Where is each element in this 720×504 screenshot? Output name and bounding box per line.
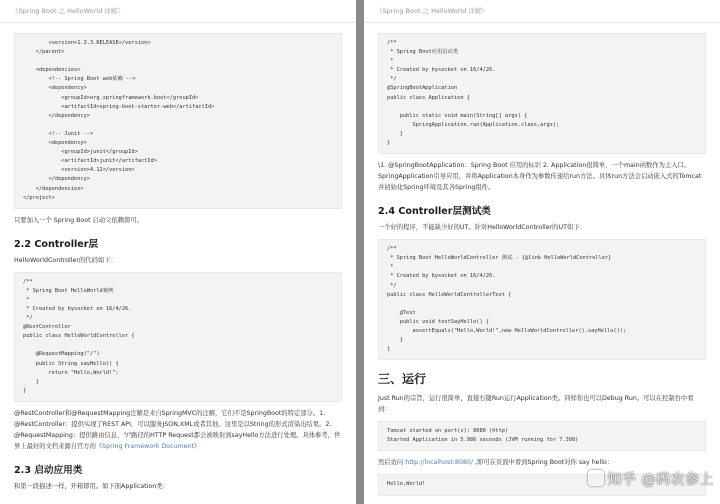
section-heading-app: 2.3 启动应用类 xyxy=(14,464,83,476)
section-heading-controller: 2.2 Controller层 xyxy=(14,238,99,250)
watermark-text: 知乎 @码农参上 xyxy=(607,472,714,488)
code-block-application: /** * Spring Boot应用启动类 * * Created by bysocket on 16/4/26. */ @SpringBootApplication public class Application { public static void main(String[] args) { SpringApplication.run(Application.class,args); } } xyxy=(378,33,706,154)
code-block-controller: /** * Spring Boot HelloWorld案例 * * Created by bysocket on 16/4/26. */ @RestController public class HelloWorldController { @RequestMapping("/") public String sayHello() { return "Hello,World!"; } } xyxy=(14,272,342,402)
watermark xyxy=(588,469,714,489)
page-separator xyxy=(356,0,364,504)
left-page xyxy=(0,0,356,504)
chapter-heading-run: 三、运行 xyxy=(378,372,427,387)
right-page xyxy=(364,0,720,504)
spring-doc-link[interactable]: Spring Framework Document xyxy=(102,442,194,450)
paragraph: 只要加入一个 Spring Boot 启动父依赖即可。 xyxy=(14,216,143,224)
localhost-link[interactable]: http://localhost:8080/ xyxy=(405,459,474,467)
zhihu-logo-icon xyxy=(588,470,604,486)
page-header: 《Spring Boot 之 HelloWorld 详解》 xyxy=(364,0,720,23)
paragraph-text-end: ,即可在页面中看到Spring Boot对你 say hello： xyxy=(473,459,614,467)
paragraph-visit xyxy=(378,457,706,468)
paragraph-text-end: 》 xyxy=(193,442,201,450)
code-block-console: Tomcat started on port(s): 8080 (http) Started Application in 5.986 seconds (JVM running for 7.398) xyxy=(378,421,706,451)
paragraph: Just Run的宗旨，运行很简单，直接右键Run运行Application类。同样你也可以Debug Run。可以在控制台中看到： xyxy=(378,395,694,414)
paragraph: \1. @SpringBootApplication：Spring Boot 应用的标识 2. Application很简单，一个main函数作为主入口。SpringApplication引导应用，并将Application本身作为参数传递给run方法。具体run方法会启动嵌入式的Tomcat并初始化Spring环境及其各Spring组件。 xyxy=(378,162,702,192)
paragraph-text: 然后访问 xyxy=(378,459,406,467)
section-heading-test: 2.4 Controller层测试类 xyxy=(378,206,491,218)
page-header: 《Spring Boot 之 HelloWorld 详解》 xyxy=(0,0,356,23)
paragraph-annotations xyxy=(14,408,342,452)
paragraph-text: @RestController和@RequestMapping注解是来自SpringMVC的注解，它们不是SpringBoot的特定部分。1. @RestController：提供实现了REST API，可以服务JSON,XML或者其他。这里是以String的形式渲染出结果。2. @RequestMapping：提供路由信息，"/"路径的HTTP Request都会被映射到sayHello方法进行处理。具体参考，世界上最好的文档来源自官方的《 xyxy=(14,409,341,450)
code-block-pom: <version>1.3.3.RELEASE</version> </parent> <dependencies> <!-- Spring Boot web依赖 --> <dependency> <groupId>org.springframework.boot</groupId> <artifactId>spring-boot-starter-web</artifactId> </dependency> <!-- Junit --> <dependency> <groupId>junit</groupId> <artifactId>junit</artifactId> <version>4.12</version> </dependency> </dependencies> </project> xyxy=(14,33,342,209)
code-block-output: Hello,World! xyxy=(378,474,706,495)
paragraph: HelloWorldController的代码如下： xyxy=(14,256,117,264)
code-block-test: /** * Spring Boot HelloWorldController 测试 - {@link HelloWorldController} * * Created by bysocket on 16/4/26. */ public class HelloWorldControllerTest { @Test public void testSayHello() { assertEquals("Hello,World!",new HelloWorldController().sayHello()); } } xyxy=(378,239,706,360)
paragraph: 和第一段描述一样，开箱即用。如下面Application类： xyxy=(14,482,169,490)
paragraph: 一个好的程序，不能缺少好的UT。针对HelloWorldController的UT如下： xyxy=(378,224,586,232)
